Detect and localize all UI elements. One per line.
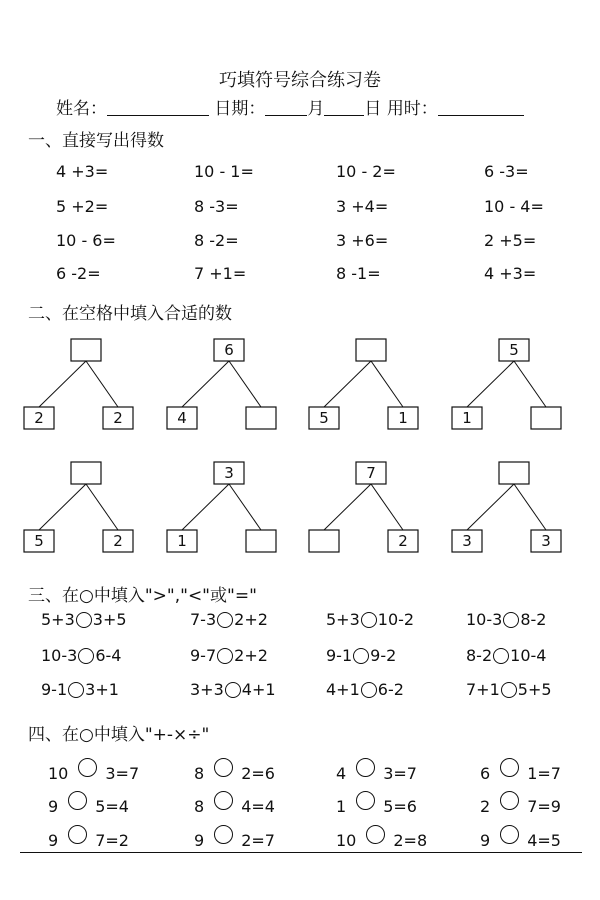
bond-left-value: 5 (34, 532, 44, 550)
left-expression: 9-1 (41, 680, 68, 699)
arithmetic-item[interactable]: 5 +2= (56, 197, 109, 216)
number-bond (24, 462, 133, 552)
result-expression: 1=7 (527, 764, 561, 783)
result-expression: 4=5 (527, 831, 561, 850)
right-expression: 2+2 (234, 646, 268, 665)
bond-left-value: 4 (177, 409, 187, 427)
bond-right-value: 2 (113, 409, 123, 427)
result-expression: 5=4 (95, 797, 129, 816)
bond-right-value: 1 (398, 409, 408, 427)
number-bond (309, 339, 418, 429)
day-label: 日 (364, 99, 382, 119)
bond-right-value: 2 (113, 532, 123, 550)
bond-line (514, 484, 546, 530)
comparison-item (326, 646, 396, 665)
left-expression: 9-7 (190, 646, 217, 665)
answer-circle-icon[interactable] (356, 791, 375, 810)
date-label: 日期： (214, 99, 266, 119)
right-expression: 6-4 (95, 646, 122, 665)
result-expression: 3=7 (383, 764, 417, 783)
operator-item (480, 825, 561, 850)
result-expression: 3=7 (105, 764, 140, 783)
right-expression: 10-2 (377, 610, 415, 629)
arithmetic-item[interactable]: 10 - 6= (56, 231, 116, 250)
bond-top-box[interactable] (71, 339, 101, 361)
result-expression: 7=9 (527, 797, 561, 816)
operator-item (194, 758, 275, 783)
number-bond (452, 462, 561, 552)
section3-heading: 三、在○中填入">","<"或"=" (28, 586, 257, 606)
comparison-item (190, 680, 276, 699)
bond-left-value: 5 (319, 409, 329, 427)
bond-left-value: 2 (34, 409, 44, 427)
answer-circle-icon[interactable] (500, 825, 519, 844)
bond-line (86, 361, 118, 407)
comparison-item (190, 610, 268, 629)
time-label: 用时： (386, 99, 438, 119)
answer-circle-icon[interactable] (78, 648, 94, 664)
operator-item (336, 825, 427, 850)
bond-line (324, 484, 371, 530)
bond-line (371, 484, 403, 530)
answer-circle-icon[interactable] (217, 612, 233, 628)
arithmetic-item[interactable]: 8 -3= (194, 197, 239, 216)
bond-line (182, 484, 229, 530)
bond-line (86, 484, 118, 530)
left-expression: 5+3 (326, 610, 360, 629)
bond-line (229, 484, 261, 530)
left-expression: 4+1 (326, 680, 360, 699)
bond-line (467, 361, 514, 407)
bond-line (324, 361, 371, 407)
bond-top-box[interactable] (71, 462, 101, 484)
answer-circle-icon[interactable] (76, 612, 92, 628)
operator-item (48, 758, 139, 783)
first-number: 9 (48, 831, 59, 850)
right-expression: 2+2 (234, 610, 268, 629)
left-expression: 5+3 (41, 610, 75, 629)
answer-circle-icon[interactable] (217, 648, 233, 664)
number-bond (452, 339, 561, 429)
bond-top-value: 3 (224, 464, 234, 482)
number-bond (167, 339, 276, 429)
operator-item (480, 791, 561, 816)
answer-circle-icon[interactable] (493, 648, 509, 664)
bond-right-box[interactable] (246, 407, 276, 429)
first-number: 6 (480, 764, 491, 783)
answer-circle-icon[interactable] (500, 791, 519, 810)
comparison-item (466, 646, 546, 665)
comparison-item (326, 610, 414, 629)
operator-item (194, 791, 275, 816)
section1-heading: 一、直接写出得数 (28, 131, 164, 151)
first-number: 9 (480, 831, 491, 850)
left-expression: 8-2 (466, 646, 493, 665)
answer-circle-icon[interactable] (214, 791, 233, 810)
arithmetic-item[interactable]: 10 - 4= (484, 197, 544, 216)
bond-left-value: 1 (462, 409, 472, 427)
right-expression: 5+5 (517, 680, 552, 699)
answer-circle-icon[interactable] (500, 758, 519, 777)
right-expression: 3+1 (85, 680, 119, 699)
bond-right-box[interactable] (246, 530, 276, 552)
bond-line (514, 361, 546, 407)
right-expression: 3+5 (92, 610, 127, 629)
name-label: 姓名： (56, 99, 107, 119)
arithmetic-item[interactable]: 6 -2= (56, 264, 101, 283)
answer-circle-icon[interactable] (503, 612, 519, 628)
left-expression: 7+1 (466, 680, 500, 699)
comparison-item (41, 610, 127, 629)
left-expression: 10-3 (466, 610, 503, 629)
left-expression: 9-1 (326, 646, 353, 665)
arithmetic-item[interactable]: 6 -3= (484, 162, 529, 181)
arithmetic-item[interactable]: 4 +3= (484, 264, 537, 283)
arithmetic-item[interactable]: 10 - 2= (336, 162, 396, 181)
bond-line (182, 361, 229, 407)
bond-right-value: 2 (398, 532, 408, 550)
answer-circle-icon[interactable] (353, 648, 369, 664)
arithmetic-item[interactable]: 10 - 1= (194, 162, 254, 181)
result-expression: 2=8 (393, 831, 428, 850)
answer-circle-icon[interactable] (68, 682, 84, 698)
right-expression: 6-2 (377, 680, 404, 699)
month-label: 月 (307, 99, 325, 119)
answer-circle-icon[interactable] (214, 758, 233, 777)
comparison-item (466, 680, 552, 699)
first-number: 9 (48, 797, 59, 816)
first-number: 9 (194, 831, 205, 850)
right-expression: 4+1 (241, 680, 276, 699)
operator-item (48, 825, 129, 850)
arithmetic-item[interactable]: 8 -2= (194, 231, 239, 250)
bond-left-box[interactable] (309, 530, 339, 552)
bond-top-box[interactable] (356, 339, 386, 361)
arithmetic-item[interactable]: 2 +5= (484, 231, 537, 250)
answer-circle-icon[interactable] (356, 758, 375, 777)
first-number: 10 (48, 764, 69, 783)
answer-circle-icon[interactable] (361, 682, 377, 698)
first-number: 2 (480, 797, 491, 816)
comparison-item (41, 680, 119, 699)
bond-top-box[interactable] (499, 462, 529, 484)
bond-top-value: 7 (366, 464, 376, 482)
right-expression: 10-4 (510, 646, 547, 665)
bond-right-box[interactable] (531, 407, 561, 429)
number-bond (167, 462, 276, 552)
result-expression: 2=7 (241, 831, 275, 850)
left-expression: 3+3 (190, 680, 224, 699)
result-expression: 4=4 (241, 797, 275, 816)
right-expression: 8-2 (520, 610, 547, 629)
left-expression: 7-3 (190, 610, 217, 629)
answer-circle-icon[interactable] (361, 612, 377, 628)
result-expression: 2=6 (241, 764, 275, 783)
result-expression: 7=2 (95, 831, 129, 850)
bond-top-value: 6 (224, 341, 234, 359)
left-expression: 10-3 (41, 646, 78, 665)
section2-heading: 二、在空格中填入合适的数 (28, 304, 232, 324)
arithmetic-item[interactable]: 7 +1= (194, 264, 247, 283)
answer-circle-icon[interactable] (68, 825, 87, 844)
bond-left-value: 1 (177, 532, 187, 550)
result-expression: 5=6 (383, 797, 417, 816)
number-bond (24, 339, 133, 429)
answer-circle-icon[interactable] (501, 682, 517, 698)
first-number: 10 (336, 831, 357, 850)
bond-line (467, 484, 514, 530)
answer-circle-icon[interactable] (78, 758, 97, 777)
operator-item (336, 758, 417, 783)
bond-top-value: 5 (509, 341, 519, 359)
bond-line (371, 361, 403, 407)
worksheet-title: 巧填符号综合练习卷 (219, 70, 381, 91)
bond-left-value: 3 (462, 532, 472, 550)
comparison-item (326, 680, 404, 699)
right-expression: 9-2 (370, 646, 397, 665)
bond-line (39, 484, 86, 530)
operator-item (194, 825, 275, 850)
arithmetic-item[interactable]: 3 +4= (336, 197, 389, 216)
answer-circle-icon[interactable] (366, 825, 385, 844)
arithmetic-item[interactable]: 8 -1= (336, 264, 381, 283)
bond-right-value: 3 (541, 532, 551, 550)
first-number: 8 (194, 764, 205, 783)
answer-circle-icon[interactable] (225, 682, 241, 698)
operator-item (480, 758, 561, 783)
comparison-item (190, 646, 268, 665)
operator-item (336, 791, 417, 816)
comparison-item (41, 646, 121, 665)
first-number: 1 (336, 797, 347, 816)
first-number: 8 (194, 797, 205, 816)
bond-line (39, 361, 86, 407)
comparison-item (466, 610, 546, 629)
section4-heading: 四、在○中填入"+-×÷" (28, 725, 210, 745)
number-bond (309, 462, 418, 552)
arithmetic-item[interactable]: 4 +3= (56, 162, 109, 181)
answer-circle-icon[interactable] (68, 791, 87, 810)
first-number: 4 (336, 764, 347, 783)
arithmetic-item[interactable]: 3 +6= (336, 231, 389, 250)
answer-circle-icon[interactable] (214, 825, 233, 844)
bond-line (229, 361, 261, 407)
operator-item (48, 791, 129, 816)
bottom-rule (20, 852, 582, 853)
